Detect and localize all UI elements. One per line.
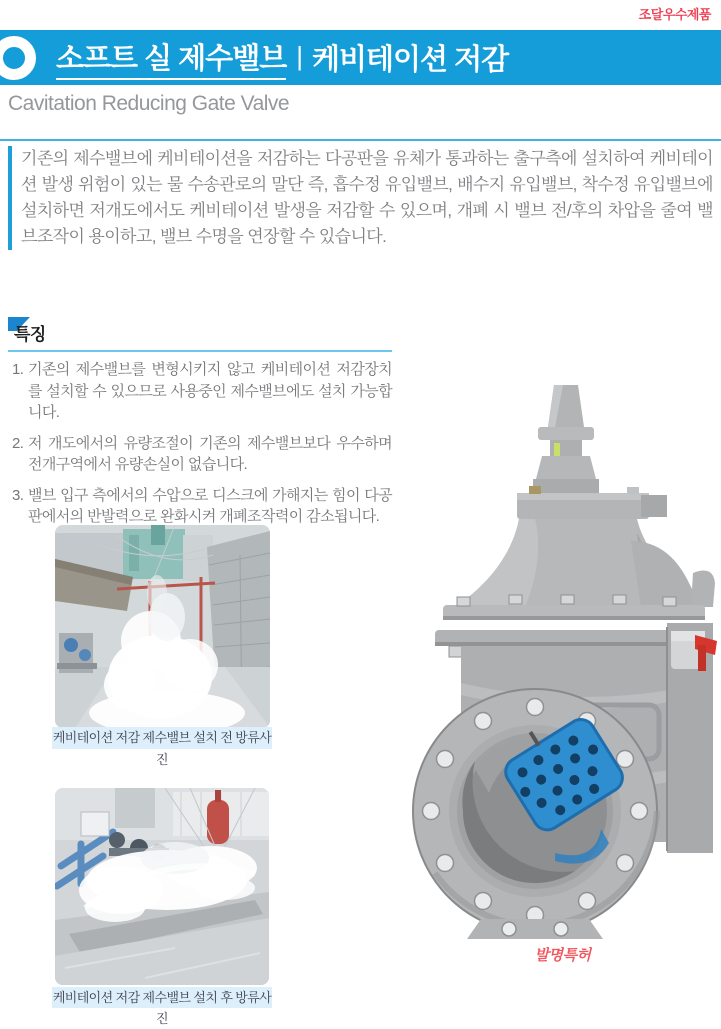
feature-text: 밸브 입구 측에서의 수압으로 디스크에 가해지는 힘이 다공판에서의 반발력으로 완화시켜 개폐조작력이 감소됩니다.: [28, 486, 392, 525]
feature-text: 저 개도에서의 유량조절이 기존의 제수밸브보다 우수하며 전개구역에서 유량손실이 없습니다.: [28, 434, 392, 473]
photo-before-illustration: [55, 525, 270, 728]
features-heading: 특징: [14, 325, 46, 344]
photo-before-caption: 케비테이션 저감 제수밸브 설치 전 방류사진: [52, 727, 272, 749]
patent-label: 발명특허: [534, 947, 591, 964]
intro-paragraph: 기존의 제수밸브에 케비테이션을 저감하는 다공판을 유체가 통과하는 출구측에 설치하여 케비테이션 발생 위험이 있는 물 수송관로의 말단 즉, 흡수정 유입밸브, 배수지 유입밸브, 착수정 유입밸브에 설치하면 저개도에서도 케비테이션 발생을 저감할 수 있으며, 개폐 시 밸브 전/후의 차압을 줄여 밸브조작이 용이하고, 밸브 수명을 연장할 수 있습니다.: [21, 149, 713, 246]
photo-after-installation: [55, 788, 269, 985]
feature-item: [12, 433, 392, 476]
page-subtitle: Cavitation Reducing Gate Valve: [8, 92, 290, 115]
feature-number: 3.: [12, 486, 24, 504]
photo-after-caption: 케비테이션 저감 제수밸브 설치 후 방류사진: [52, 987, 272, 1008]
intro-accent-bar: [8, 146, 12, 250]
title-bar: [0, 30, 721, 85]
feature-item: [12, 485, 392, 528]
photo-before-installation: [55, 525, 270, 728]
page-title-sub: 케비테이션 저감: [312, 44, 509, 76]
feature-item: [12, 359, 392, 424]
intro-top-rule: [0, 139, 721, 141]
features-list: [12, 359, 392, 537]
page-title-main: 소프트 실 제수밸브: [56, 36, 286, 80]
ring-icon: [0, 36, 36, 80]
procurement-badge: 조달우수제품: [638, 7, 711, 22]
gate-valve-illustration: [405, 383, 720, 945]
features-rule: [8, 350, 392, 352]
valve-product-image: [405, 383, 720, 945]
page-title: [56, 30, 508, 85]
intro-section: [8, 146, 713, 250]
feature-number: 2.: [12, 434, 24, 452]
feature-text: 기존의 제수밸브를 변형시키지 않고 케비테이션 저감장치를 설치할 수 있으므로 사용중인 제수밸브에도 설치 가능합니다.: [28, 361, 392, 421]
photo-after-illustration: [55, 788, 269, 985]
title-divider: |: [296, 41, 302, 71]
feature-number: 1.: [12, 361, 24, 378]
